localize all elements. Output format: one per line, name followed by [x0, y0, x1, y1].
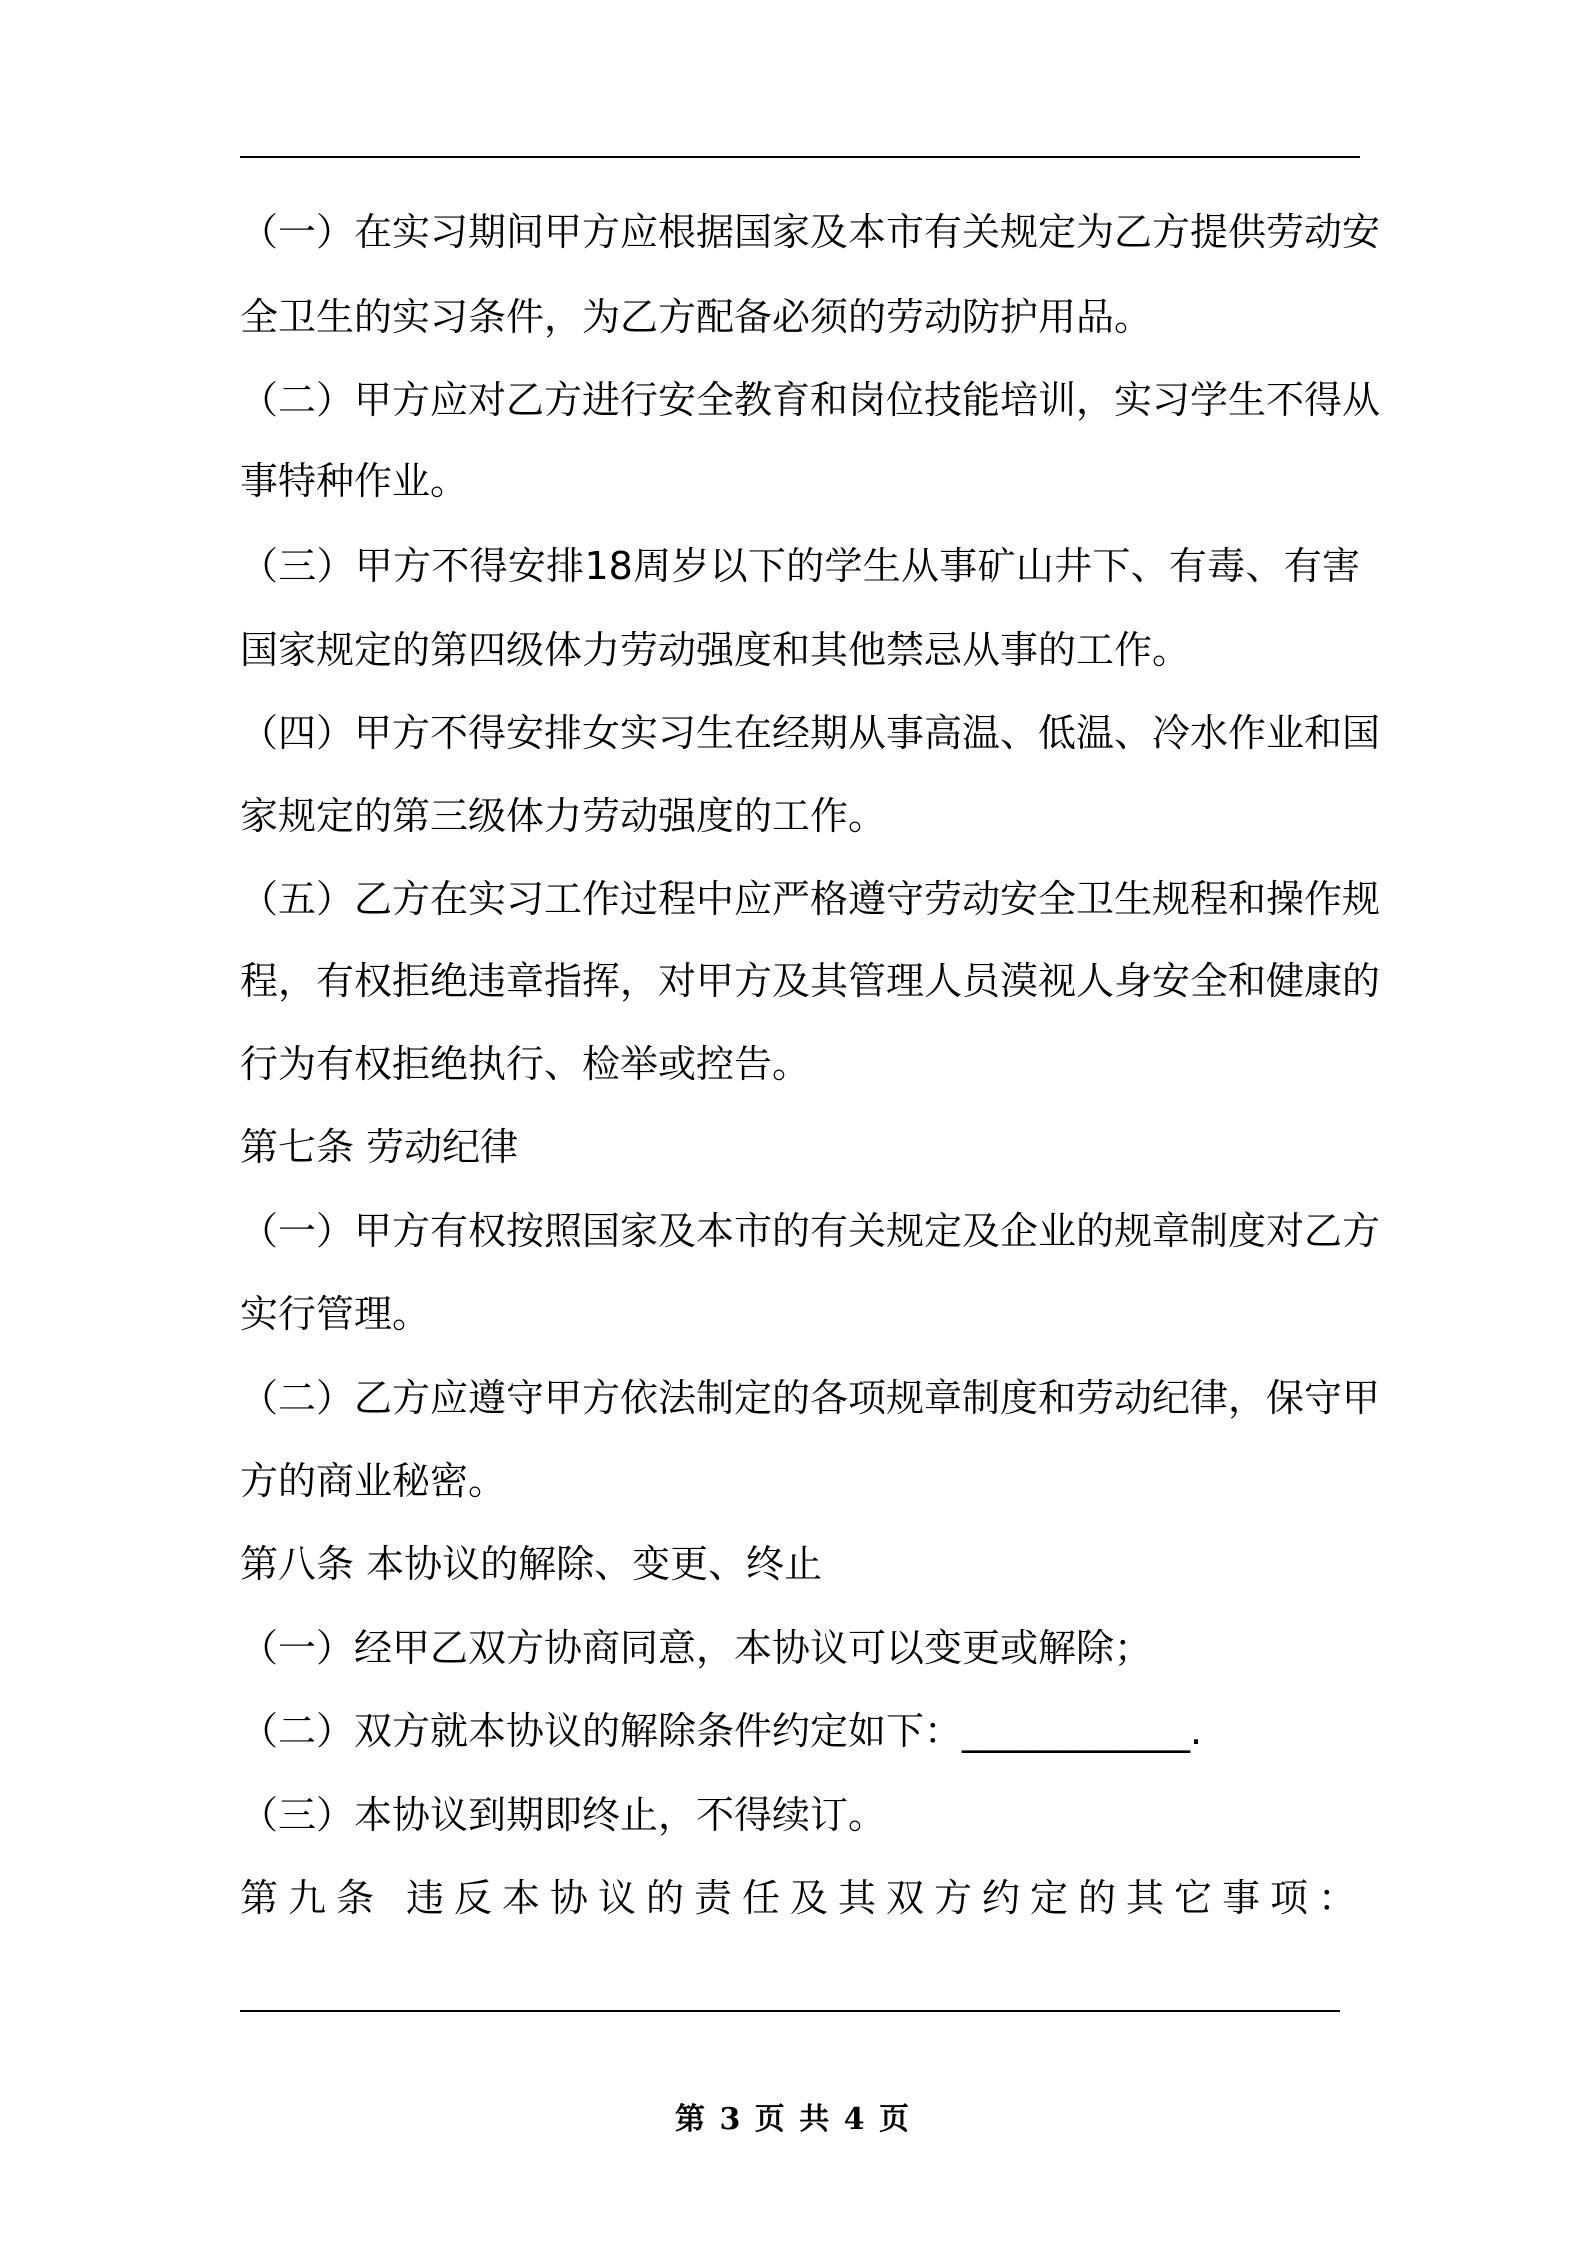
clause-6-item-1-line-2: 全卫生的实习条件，为乙方配备必须的劳动防护用品。: [240, 295, 1153, 339]
clause-8-heading: 第八条 本协议的解除、变更、终止: [240, 1542, 823, 1586]
clause-6-item-2-line-2: 事特种作业。: [240, 459, 469, 503]
clause-6-item-5-line-1: （五）乙方在实习工作过程中应严格遵守劳动安全卫生规程和操作规: [240, 877, 1381, 921]
clause-6-item-5-line-2: 程，有权拒绝违章指挥，对甲方及其管理人员漠视人身安全和健康的: [240, 959, 1381, 1003]
clause-8-item-2: （二）双方就本协议的解除条件约定如下：____________.: [240, 1709, 1203, 1753]
fill-in-blank-line: [240, 2010, 1340, 2012]
clause-6-item-1-line-1: （一）在实习期间甲方应根据国家及本市有关规定为乙方提供劳动安: [240, 210, 1381, 254]
clause-6-item-4-line-1: （四）甲方不得安排女实习生在经期从事高温、低温、冷水作业和国: [240, 711, 1381, 755]
clause-7-item-2-line-2: 方的商业秘密。: [240, 1459, 507, 1503]
clause-7-item-2-line-1: （二）乙方应遵守甲方依法制定的各项规章制度和劳动纪律，保守甲: [240, 1376, 1381, 1420]
clause-6-item-2-line-1: （二）甲方应对乙方进行安全教育和岗位技能培训，实习学生不得从: [240, 378, 1381, 422]
clause-6-item-3-line-2: 国家规定的第四级体力劳动强度和其他禁忌从事的工作。: [240, 628, 1191, 672]
page-number-footer: 第 3 页 共 4 页: [675, 2102, 911, 2137]
clause-8-item-3: （三）本协议到期即终止，不得续订。: [240, 1793, 887, 1837]
clause-9-heading: 第九条 违反本协议的责任及其双方约定的其它事项：: [240, 1876, 1360, 1920]
header-rule: [240, 156, 1360, 158]
clause-6-item-3-line-1: （三）甲方不得安排18周岁以下的学生从事矿山井下、有毒、有害: [240, 544, 1360, 588]
clause-6-item-4-line-2: 家规定的第三级体力劳动强度的工作。: [240, 794, 887, 838]
clause-7-item-1-line-1: （一）甲方有权按照国家及本市的有关规定及企业的规章制度对乙方: [240, 1209, 1381, 1253]
clause-7-item-1-line-2: 实行管理。: [240, 1292, 431, 1336]
clause-7-heading: 第七条 劳动纪律: [240, 1125, 519, 1169]
clause-8-item-1: （一）经甲乙双方协商同意，本协议可以变更或解除；: [240, 1626, 1153, 1670]
clause-6-item-5-line-3: 行为有权拒绝执行、检举或控告。: [240, 1042, 811, 1086]
